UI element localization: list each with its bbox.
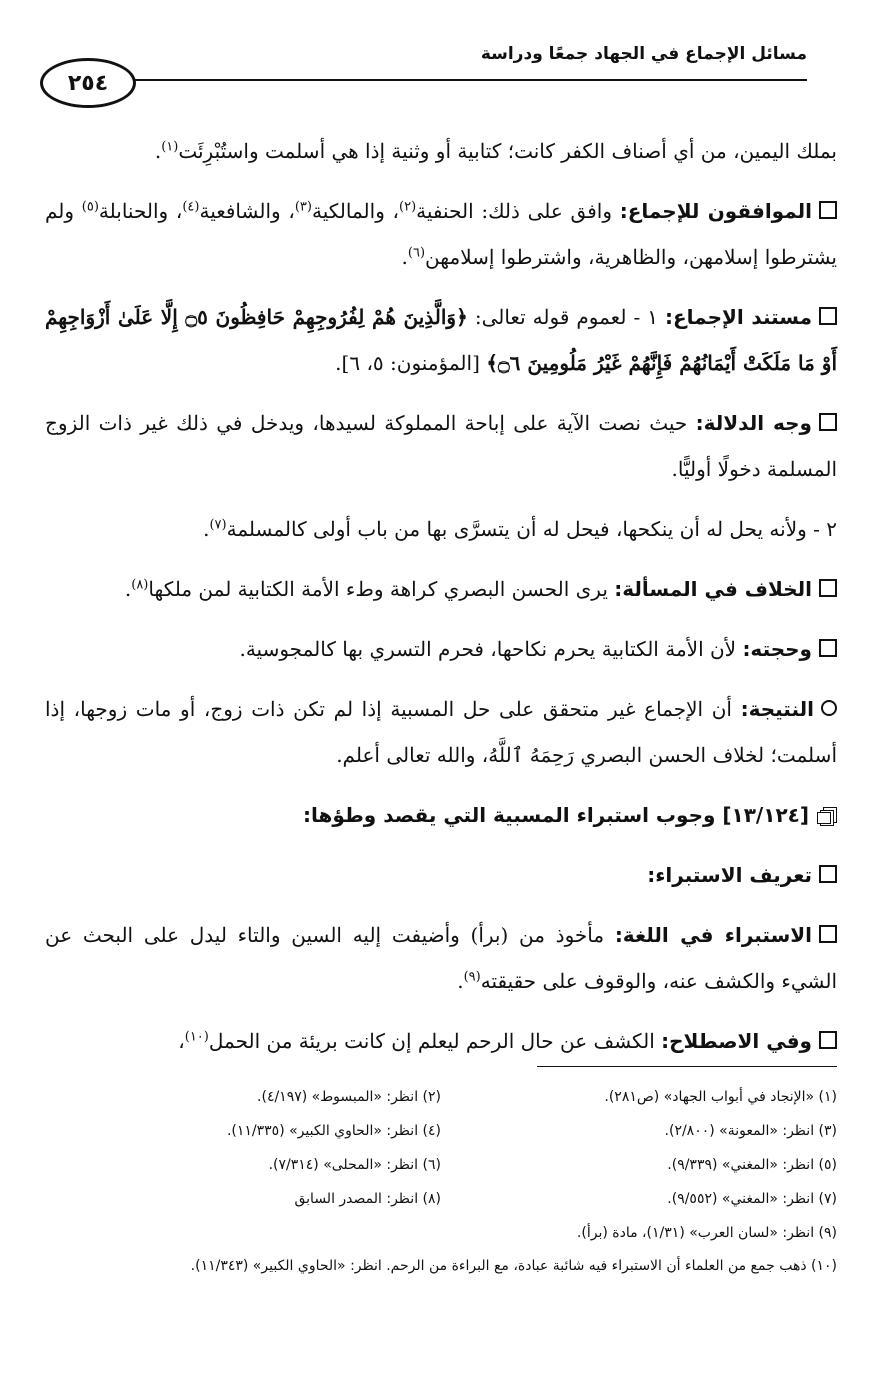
paragraph-text: ١ - لعموم قوله تعالى:: [467, 305, 666, 329]
footnote-ref: (٣): [294, 199, 312, 215]
footnotes: [45, 1080, 837, 1282]
documents-icon: [819, 807, 837, 825]
punctuation: ،: [178, 1029, 185, 1053]
section-number: [١٣/١٢٤]: [722, 803, 809, 827]
paragraph-text: أن الإجماع غير متحقق على حل المسبية إذا لم تكن ذات زوج، أو مات زوجها، إذا أسلمت؛ لخلاف الحسن البصري رَحِمَهُ ٱللَّهُ، والله تعالى أعلم.: [45, 697, 837, 767]
footnote: (٨) انظر: المصدر السابق: [294, 1191, 441, 1207]
paragraph-text: ٢ - ولأنه يحل له أن ينكحها، فيحل له أن يتسرَّى بها من باب أولى كالمسلمة: [226, 517, 837, 541]
paragraph-text: ، والمالكية: [311, 199, 400, 223]
footnote: (١) «الإنجاد في أبواب الجهاد» (ص٢٨١).: [604, 1089, 837, 1105]
punctuation: .: [124, 577, 132, 601]
paragraph-evidence: [45, 294, 837, 386]
paragraph-technical-definition: [45, 1018, 837, 1064]
section-label: النتيجة:: [740, 697, 814, 721]
footnote: (٤) انظر: «الحاوي الكبير» (١١/٣٣٥).: [226, 1123, 441, 1139]
footnote-ref: (٩): [463, 969, 481, 985]
paragraph-1: [45, 128, 837, 174]
quran-verse: ﴿وَالَّذِينَ هُمْ لِفُرُوجِهِمْ حَافِظُونَ ۝٥ إِلَّا عَلَىٰ أَزْوَاجِهِمْ أَوْ مَا مَلَكَتْ أَيْمَانُهُمْ فَإِنَّهُمْ غَيْرُ مَلُومِينَ ۝٦﴾: [45, 305, 837, 375]
page-number: ٢٥٤: [67, 70, 109, 96]
paragraph-indication: [45, 400, 837, 492]
square-bullet-icon: [819, 413, 837, 431]
footnote-ref: (٤): [182, 199, 200, 215]
square-bullet-icon: [819, 307, 837, 325]
footnote-row: [45, 1182, 837, 1216]
verse-reference: [المؤمنون: ٥، ٦].: [335, 351, 487, 375]
square-bullet-icon: [819, 579, 837, 597]
footnote: (٦) انظر: «المحلى» (٧/٣١٤).: [268, 1157, 441, 1173]
square-bullet-icon: [819, 1031, 837, 1049]
section-label: وفي الاصطلاح:: [661, 1029, 812, 1053]
paragraph-text: لأن الأمة الكتابية يحرم نكاحها، فحرم التسري بها كالمجوسية.: [239, 637, 743, 661]
section-heading: [45, 792, 837, 838]
section-label: الموافقون للإجماع:: [619, 199, 812, 223]
paragraph-text: وافق على ذلك: الحنفية: [416, 199, 620, 223]
paragraph-agreeing-schools: [45, 188, 837, 280]
paragraph-argument: [45, 626, 837, 672]
paragraph-definition-heading: [45, 852, 837, 898]
footnote-ref: (٦): [407, 245, 426, 261]
square-bullet-icon: [819, 865, 837, 883]
footnote-row: [45, 1148, 837, 1182]
paragraph-text: الكشف عن حال الرحم ليعلم إن كانت بريئة من الحمل: [208, 1029, 662, 1053]
footnote-row: [45, 1114, 837, 1148]
footnote-ref: (١): [161, 139, 179, 155]
footnote-ref: (١٠): [184, 1029, 209, 1045]
section-label: تعريف الاستبراء:: [647, 863, 812, 887]
paragraph-linguistic-definition: [45, 912, 837, 1004]
paragraph-second-evidence: [45, 506, 837, 552]
footnote: (١٠) ذهب جمع من العلماء أن الاستبراء فيه شائبة عبادة، مع البراءة من الرحم. انظر: «الحاوي الكبير» (١١/٣٤٣).: [190, 1258, 837, 1274]
punctuation: .: [457, 969, 464, 993]
paragraph-text: ولم يشترطوا إسلامهن، والظاهرية، واشترطوا إسلامهن: [45, 199, 837, 269]
header-rule: [135, 79, 807, 81]
footnote: (٣) انظر: «المعونة» (٢/٨٠٠).: [664, 1123, 837, 1139]
punctuation: .: [203, 517, 210, 541]
paragraph-disagreement: [45, 566, 837, 612]
running-title: مسائل الإجماع في الجهاد جمعًا ودراسة: [480, 44, 807, 64]
punctuation: .: [401, 245, 408, 269]
footnote: (٥) انظر: «المغني» (٩/٣٣٩).: [667, 1157, 837, 1173]
square-bullet-icon: [819, 201, 837, 219]
section-title: وجوب استبراء المسبية التي يقصد وطؤها:: [303, 803, 723, 827]
footnote: (٩) انظر: «لسان العرب» (١/٣١)، مادة (برأ).: [576, 1225, 837, 1241]
footnote-ref: (٨): [131, 577, 149, 593]
footnote-ref: (٢): [399, 199, 417, 215]
footnote-row: [45, 1080, 837, 1114]
paragraph-result: [45, 686, 837, 778]
footnote: (٧) انظر: «المغني» (٩/٥٥٢).: [667, 1191, 837, 1207]
section-label: مستند الإجماع:: [665, 305, 813, 329]
paragraph-text: ، والحنابلة: [98, 199, 183, 223]
paragraph-text: مأخوذ من (برأ) وأضيفت إليه السين والتاء ليدل على البحث عن الشيء والكشف عنه، والوقوف على حقيقته: [45, 923, 837, 993]
square-bullet-icon: [819, 639, 837, 657]
section-label: وجه الدلالة:: [695, 411, 812, 435]
square-bullet-icon: [819, 925, 837, 943]
footnote: (٢) انظر: «المبسوط» (٤/١٩٧).: [257, 1089, 441, 1105]
circle-bullet-icon: [821, 700, 837, 716]
footnote-ref: (٥): [81, 199, 99, 215]
paragraph-text: يرى الحسن البصري كراهة وطء الأمة الكتابية لمن ملكها: [148, 577, 615, 601]
main-text: [45, 128, 837, 1064]
footnote-ref: (٧): [209, 517, 227, 533]
page-number-badge: [40, 58, 136, 108]
paragraph-text: ، والشافعية: [199, 199, 295, 223]
paragraph-text: بملك اليمين، من أي أصناف الكفر كانت؛ كتابية أو وثنية إذا هي أسلمت واستُبْرِئَت: [178, 139, 837, 163]
paragraph-text: حيث نصت الآية على إباحة المملوكة لسيدها، ويدخل في ذلك غير ذات الزوج المسلمة دخولًا أوليًّا.: [45, 411, 837, 481]
section-label: الاستبراء في اللغة:: [614, 923, 813, 947]
section-label: وحجته:: [742, 637, 812, 661]
punctuation: .: [154, 139, 162, 163]
footnote-separator: [537, 1066, 837, 1067]
section-label: الخلاف في المسألة:: [614, 577, 812, 601]
